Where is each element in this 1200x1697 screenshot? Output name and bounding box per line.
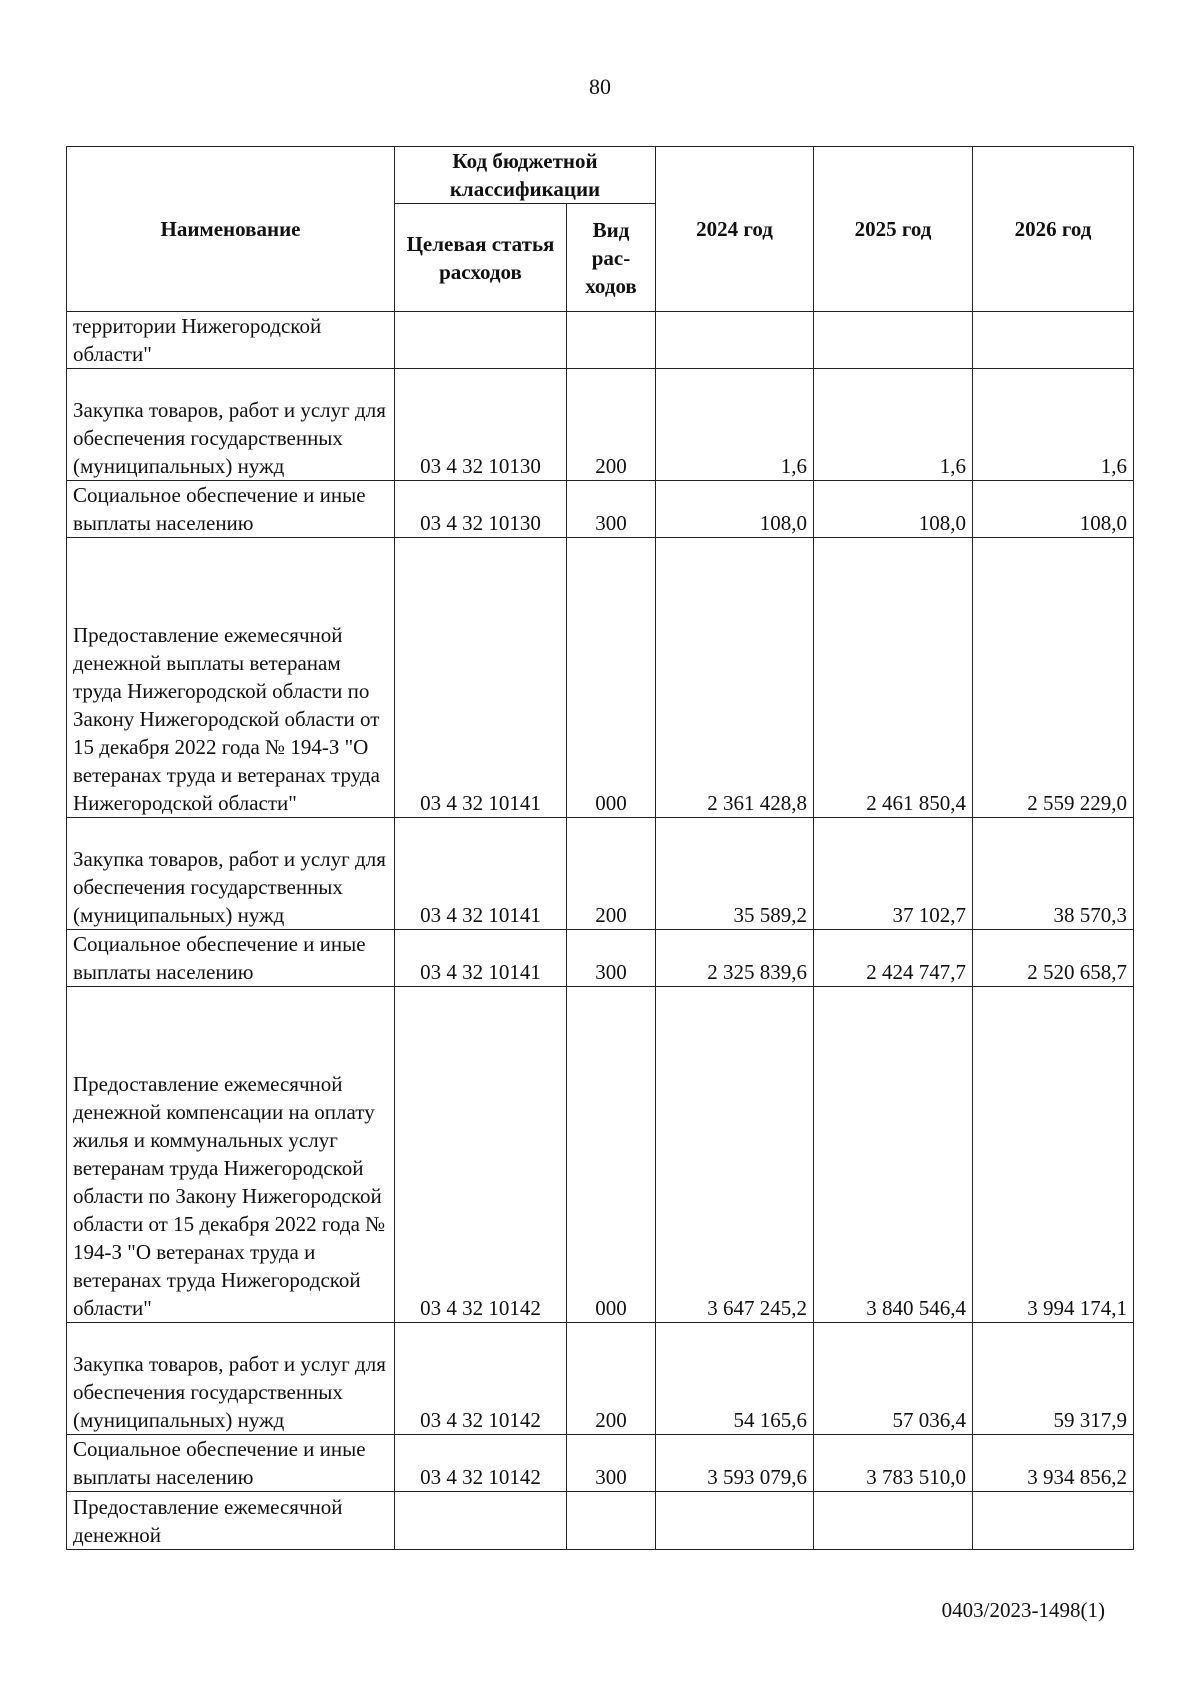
header-2025: 2025 год [814, 147, 973, 312]
row-target-code: 03 4 32 10130 [395, 481, 567, 538]
row-name: Предоставление ежемесячной денежной компенсации на оплату жилья и коммунальных услуг ветеранам труда Нижегородской области по Закону Нижегородской области от 15 декабря 2022 года № 194-З "О ветеранах труда и ветеранах труда Нижегородской области" [67, 987, 395, 1323]
row-target-code: 03 4 32 10141 [395, 818, 567, 930]
row-value-2024: 2 361 428,8 [656, 538, 814, 818]
row-expense-type: 200 [567, 369, 656, 481]
row-target-code: 03 4 32 10141 [395, 538, 567, 818]
row-target-code: 03 4 32 10141 [395, 930, 567, 987]
row-value-2026: 38 570,3 [973, 818, 1134, 930]
row-value-2025 [814, 312, 973, 369]
row-expense-type [567, 1492, 656, 1550]
row-value-2024: 54 165,6 [656, 1323, 814, 1435]
row-value-2026: 108,0 [973, 481, 1134, 538]
row-value-2024: 1,6 [656, 369, 814, 481]
row-expense-type: 200 [567, 818, 656, 930]
row-expense-type: 000 [567, 987, 656, 1323]
row-target-code: 03 4 32 10142 [395, 987, 567, 1323]
table-row [67, 818, 1134, 930]
row-value-2026: 59 317,9 [973, 1323, 1134, 1435]
row-target-code [395, 312, 567, 369]
row-expense-type: 000 [567, 538, 656, 818]
row-value-2025 [814, 1492, 973, 1550]
table-row [67, 1435, 1134, 1492]
row-value-2026: 2 520 658,7 [973, 930, 1134, 987]
row-value-2024: 2 325 839,6 [656, 930, 814, 987]
row-value-2025: 3 840 546,4 [814, 987, 973, 1323]
row-value-2026: 3 994 174,1 [973, 987, 1134, 1323]
table-row [67, 369, 1134, 481]
document-code: 0403/2023-1498(1) [941, 1598, 1105, 1622]
row-name: Закупка товаров, работ и услуг для обеспечения государственных (муниципальных) нужд [67, 818, 395, 930]
table-row [67, 1492, 1134, 1550]
table-body [67, 312, 1134, 1550]
row-value-2025: 3 783 510,0 [814, 1435, 973, 1492]
table-row [67, 987, 1134, 1323]
row-value-2025: 37 102,7 [814, 818, 973, 930]
row-value-2024: 3 593 079,6 [656, 1435, 814, 1492]
header-2024: 2024 год [656, 147, 814, 312]
header-2026: 2026 год [973, 147, 1134, 312]
budget-table [66, 146, 1134, 1550]
row-value-2026: 3 934 856,2 [973, 1435, 1134, 1492]
row-name: Предоставление ежемесячной денежной выплаты ветеранам труда Нижегородской области по Закону Нижегородской области от 15 декабря 2022 года № 194-З "О ветеранах труда и ветеранах труда Нижегородской области" [67, 538, 395, 818]
row-name: Социальное обеспечение и иные выплаты населению [67, 481, 395, 538]
row-expense-type [567, 312, 656, 369]
row-value-2024 [656, 312, 814, 369]
row-value-2024: 3 647 245,2 [656, 987, 814, 1323]
row-name: Социальное обеспечение и иные выплаты населению [67, 930, 395, 987]
row-target-code [395, 1492, 567, 1550]
row-name: Закупка товаров, работ и услуг для обеспечения государственных (муниципальных) нужд [67, 369, 395, 481]
row-value-2026: 2 559 229,0 [973, 538, 1134, 818]
row-value-2024: 35 589,2 [656, 818, 814, 930]
header-type: Вид рас-ходов [567, 204, 656, 312]
row-value-2025: 2 424 747,7 [814, 930, 973, 987]
table-header [67, 147, 1134, 312]
row-target-code: 03 4 32 10130 [395, 369, 567, 481]
header-kbk: Код бюджетной классификации [395, 147, 656, 204]
row-target-code: 03 4 32 10142 [395, 1435, 567, 1492]
row-expense-type: 300 [567, 481, 656, 538]
table-row [67, 930, 1134, 987]
table-row [67, 1323, 1134, 1435]
row-value-2025: 108,0 [814, 481, 973, 538]
table-row [67, 481, 1134, 538]
row-value-2026: 1,6 [973, 369, 1134, 481]
row-expense-type: 300 [567, 930, 656, 987]
row-target-code: 03 4 32 10142 [395, 1323, 567, 1435]
table-row [67, 538, 1134, 818]
row-value-2025: 57 036,4 [814, 1323, 973, 1435]
header-target: Целевая статья расходов [395, 204, 567, 312]
row-name: Предоставление ежемесячной денежной [67, 1492, 395, 1550]
row-name: территории Нижегородской области" [67, 312, 395, 369]
row-value-2026 [973, 312, 1134, 369]
row-value-2024: 108,0 [656, 481, 814, 538]
row-value-2025: 1,6 [814, 369, 973, 481]
row-name: Социальное обеспечение и иные выплаты населению [67, 1435, 395, 1492]
header-name: Наименование [67, 147, 395, 312]
row-value-2026 [973, 1492, 1134, 1550]
row-expense-type: 300 [567, 1435, 656, 1492]
page-number: 80 [589, 74, 611, 99]
row-expense-type: 200 [567, 1323, 656, 1435]
row-name: Закупка товаров, работ и услуг для обеспечения государственных (муниципальных) нужд [67, 1323, 395, 1435]
table-row [67, 312, 1134, 369]
row-value-2025: 2 461 850,4 [814, 538, 973, 818]
row-value-2024 [656, 1492, 814, 1550]
